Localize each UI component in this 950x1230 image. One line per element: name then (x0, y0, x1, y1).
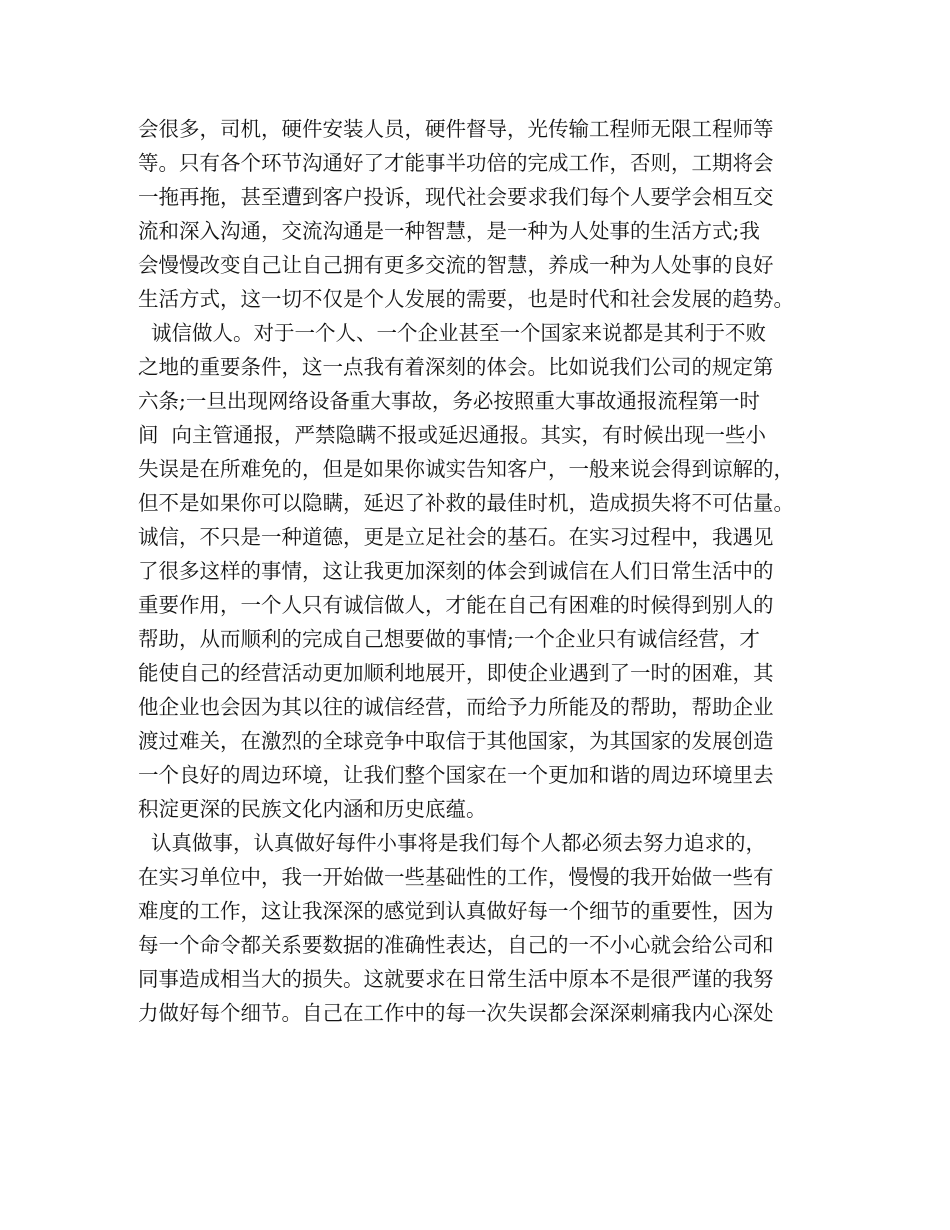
body-text (138, 112, 838, 1030)
text-line: 同事造成相当大的损失。这就要求在日常生活中原本不是很严谨的我努 (138, 967, 774, 991)
text-line: 之地的重要条件，这一点我有着深刻的体会。比如说我们公司的规定第 (138, 355, 774, 379)
text-line: 积淀更深的民族文化内涵和历史底蕴。 (138, 797, 487, 821)
text-line: 了很多这样的事情，这让我更加深刻的体会到诚信在人们日常生活中的 (138, 559, 774, 583)
text-line: 帮助，从而顺利的完成自己想要做的事情;一个企业只有诚信经营，才 (138, 627, 760, 651)
text-line: 六条;一旦出现网络设备重大事故，务必按照重大事故通报流程第一时 (138, 389, 760, 413)
text-line: 生活方式，这一切不仅是个人发展的需要，也是时代和社会发展的趋势。 (138, 287, 794, 311)
text-line: 会慢慢改变自己让自己拥有更多交流的智慧，养成一种为人处事的良好 (138, 253, 774, 277)
text-line: 力做好每个细节。自己在工作中的每一次失误都会深深刺痛我内心深处 (138, 1001, 774, 1025)
text-line: 一个良好的周边环境，让我们整个国家在一个更加和谐的周边环境里去 (138, 763, 774, 787)
text-line: 重要作用，一个人只有诚信做人，才能在自己有困难的时候得到别人的 (138, 593, 774, 617)
text-line: 间 向主管通报，严禁隐瞒不报或延迟通报。其实，有时候出现一些小 (138, 423, 767, 447)
text-line: 他企业也会因为其以往的诚信经营，而给予力所能及的帮助，帮助企业 (138, 695, 774, 719)
text-line: 每一个命令都关系要数据的准确性表达，自己的一不小心就会给公司和 (138, 933, 774, 957)
text-line: 诚信做人。对于一个人、一个企业甚至一个国家来说都是其利于不败 (138, 321, 767, 345)
text-line: 诚信，不只是一种道德，更是立足社会的基石。在实习过程中，我遇见 (138, 525, 774, 549)
text-line: 一拖再拖，甚至遭到客户投诉，现代社会要求我们每个人要学会相互交 (138, 185, 774, 209)
text-line: 失误是在所难免的，但是如果你诚实告知客户，一般来说会得到谅解的， (138, 457, 794, 481)
text-line: 认真做事，认真做好每件小事将是我们每个人都必须去努力追求的， (138, 831, 767, 855)
text-line: 但不是如果你可以隐瞒，延迟了补救的最佳时机，造成损失将不可估量。 (138, 491, 794, 515)
text-line: 流和深入沟通，交流沟通是一种智慧，是一种为人处事的生活方式;我 (138, 219, 760, 243)
text-line: 在实习单位中，我一开始做一些基础性的工作，慢慢的我开始做一些有 (138, 865, 774, 889)
text-line: 渡过难关，在激烈的全球竞争中取信于其他国家，为其国家的发展创造 (138, 729, 774, 753)
text-line: 等。只有各个环节沟通好了才能事半功倍的完成工作，否则，工期将会 (138, 151, 774, 175)
text-line: 能使自己的经营活动更加顺利地展开，即使企业遇到了一时的困难，其 (138, 661, 774, 685)
text-line: 会很多，司机，硬件安装人员，硬件督导，光传输工程师无限工程师等 (138, 117, 774, 141)
text-line: 难度的工作，这让我深深的感觉到认真做好每一个细节的重要性，因为 (138, 899, 774, 923)
